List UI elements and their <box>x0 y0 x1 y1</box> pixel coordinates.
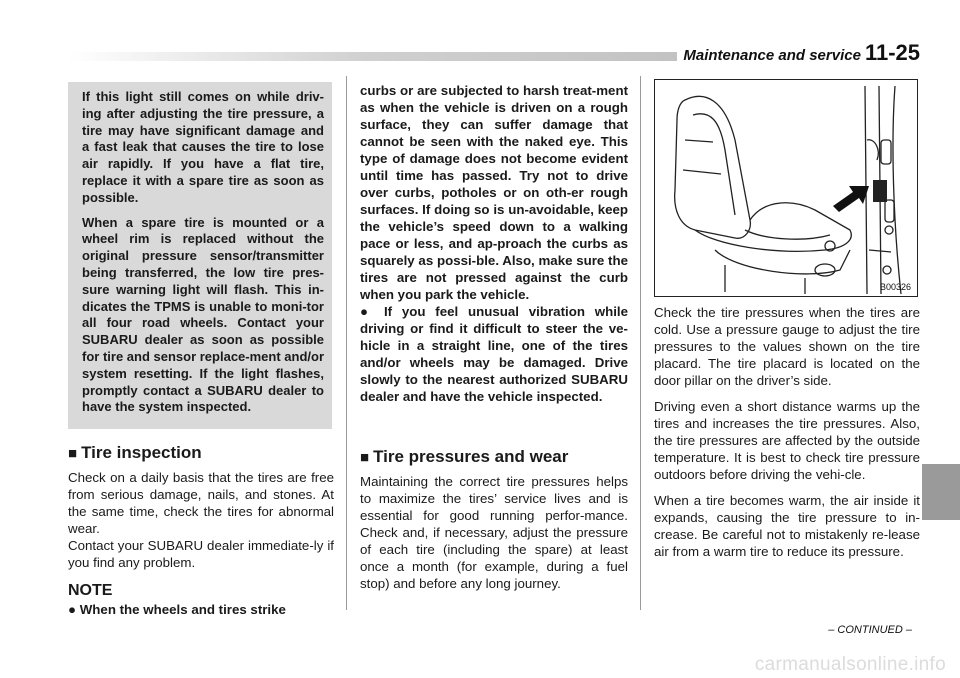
note-item <box>360 303 628 405</box>
section-heading-tire-pressures <box>360 446 628 469</box>
middle-column-section <box>360 446 628 592</box>
note-item-text: When the wheels and tires strike <box>79 602 286 617</box>
section-heading-text: Tire pressures and wear <box>373 447 569 466</box>
column-divider-2 <box>640 76 641 610</box>
section-heading-text: Tire inspection <box>81 443 202 462</box>
body-paragraph: Check the tire pressures when the tires are cold. Use a pressure gauge to adjust the tire pressures to the values shown on the tire placard. The tire placard is located on the door pillar on the driver’s side. <box>654 305 920 388</box>
warning-box <box>68 82 332 429</box>
body-paragraph: Contact your SUBARU dealer immediate-ly if you find any problem. <box>68 538 334 570</box>
note-item <box>68 601 334 618</box>
square-bullet-icon: ■ <box>68 445 78 462</box>
bullet-icon: ● <box>68 602 77 617</box>
note-item-text: If you feel unusual vibration while driving or find it difficult to steer the ve-hicle in a straight line, one of the tires and/or wheels may be damaged. Drive slowly to the nearest authorized SUBARU dealer and have the vehicle inspected. <box>360 304 628 404</box>
square-bullet-icon: ■ <box>360 449 370 466</box>
body-paragraph: When a tire becomes warm, the air inside it expands, causing the tire pressure to in-crease. Be careful not to mistakenly re-lease air from a warm tire to reduce its pressure. <box>654 493 920 559</box>
body-paragraph: Driving even a short distance warms up the tires and increases the tire pressures. Also, the tire pressures are affected by the outside temperature. It is best to check tire pressure outdoors before driving the vehi-cle. <box>654 399 920 482</box>
note-heading: NOTE <box>68 582 113 599</box>
continued-label: – CONTINUED – <box>828 624 912 636</box>
page-number: 11-25 <box>864 40 920 65</box>
chapter-tab <box>922 464 960 520</box>
right-column-text <box>654 304 920 560</box>
body-paragraph: Maintaining the correct tire pressures helps to maximize the tires’ service lives and is essential for good running perfor-mance. Check and, if necessary, adjust the pressure of each tire (including the spare) at least once a month (for example, during a fuel stop) and before any long journey. <box>360 474 628 591</box>
door-pillar-illustration <box>654 79 918 297</box>
note-item-continued: curbs or are subjected to harsh treat-ment as when the vehicle is driven on a rough surface, they can suffer damage that cannot be seen with the naked eye. This type of damage does not become evident until time has passed. Try not to drive over curbs, potholes or on oth-er rough surfaces. If doing so is un-avoidable, keep the vehicle’s speed down to a walking pace or less, and ap-proach the curbs as squarely as possi-ble. Also, make sure the tires are not pressed against the curb when you park the vehicle. <box>360 83 628 302</box>
body-paragraph: Check on a daily basis that the tires are free from serious damage, nails, and stones. At the same time, check the tires for abnormal wear. <box>68 470 334 536</box>
section-title: Maintenance and service <box>683 47 861 64</box>
watermark: carmanualsonline.info <box>754 654 946 675</box>
warning-paragraph: If this light still comes on while driv-ing after adjusting the tire pressure, a tire may have significant damage and a fast leak that causes the tire to lose air rapidly. If you have a flat tire, replace it with a spare tire as soon as possible. <box>82 89 324 205</box>
column-divider-1 <box>346 76 347 610</box>
figure-label: B00326 <box>879 282 911 292</box>
section-heading-tire-inspection <box>68 442 334 465</box>
car-seat-door-pillar-icon <box>655 80 917 296</box>
middle-column-text <box>360 82 628 405</box>
page-header <box>677 40 920 66</box>
bullet-icon: ● <box>360 304 375 319</box>
left-column-text <box>68 442 334 618</box>
warning-paragraph: When a spare tire is mounted or a wheel rim is replaced without the original pressure sensor/transmitter being transferred, the low tire pres-sure warning light will flash. This in-dicates the TPMS is unable to moni-tor all four road wheels. Contact your SUBARU dealer as soon as possible for tire and sensor replace-ment and/or system resetting. If the light flashes, promptly contact a SUBARU dealer to have the system inspected. <box>82 214 325 415</box>
